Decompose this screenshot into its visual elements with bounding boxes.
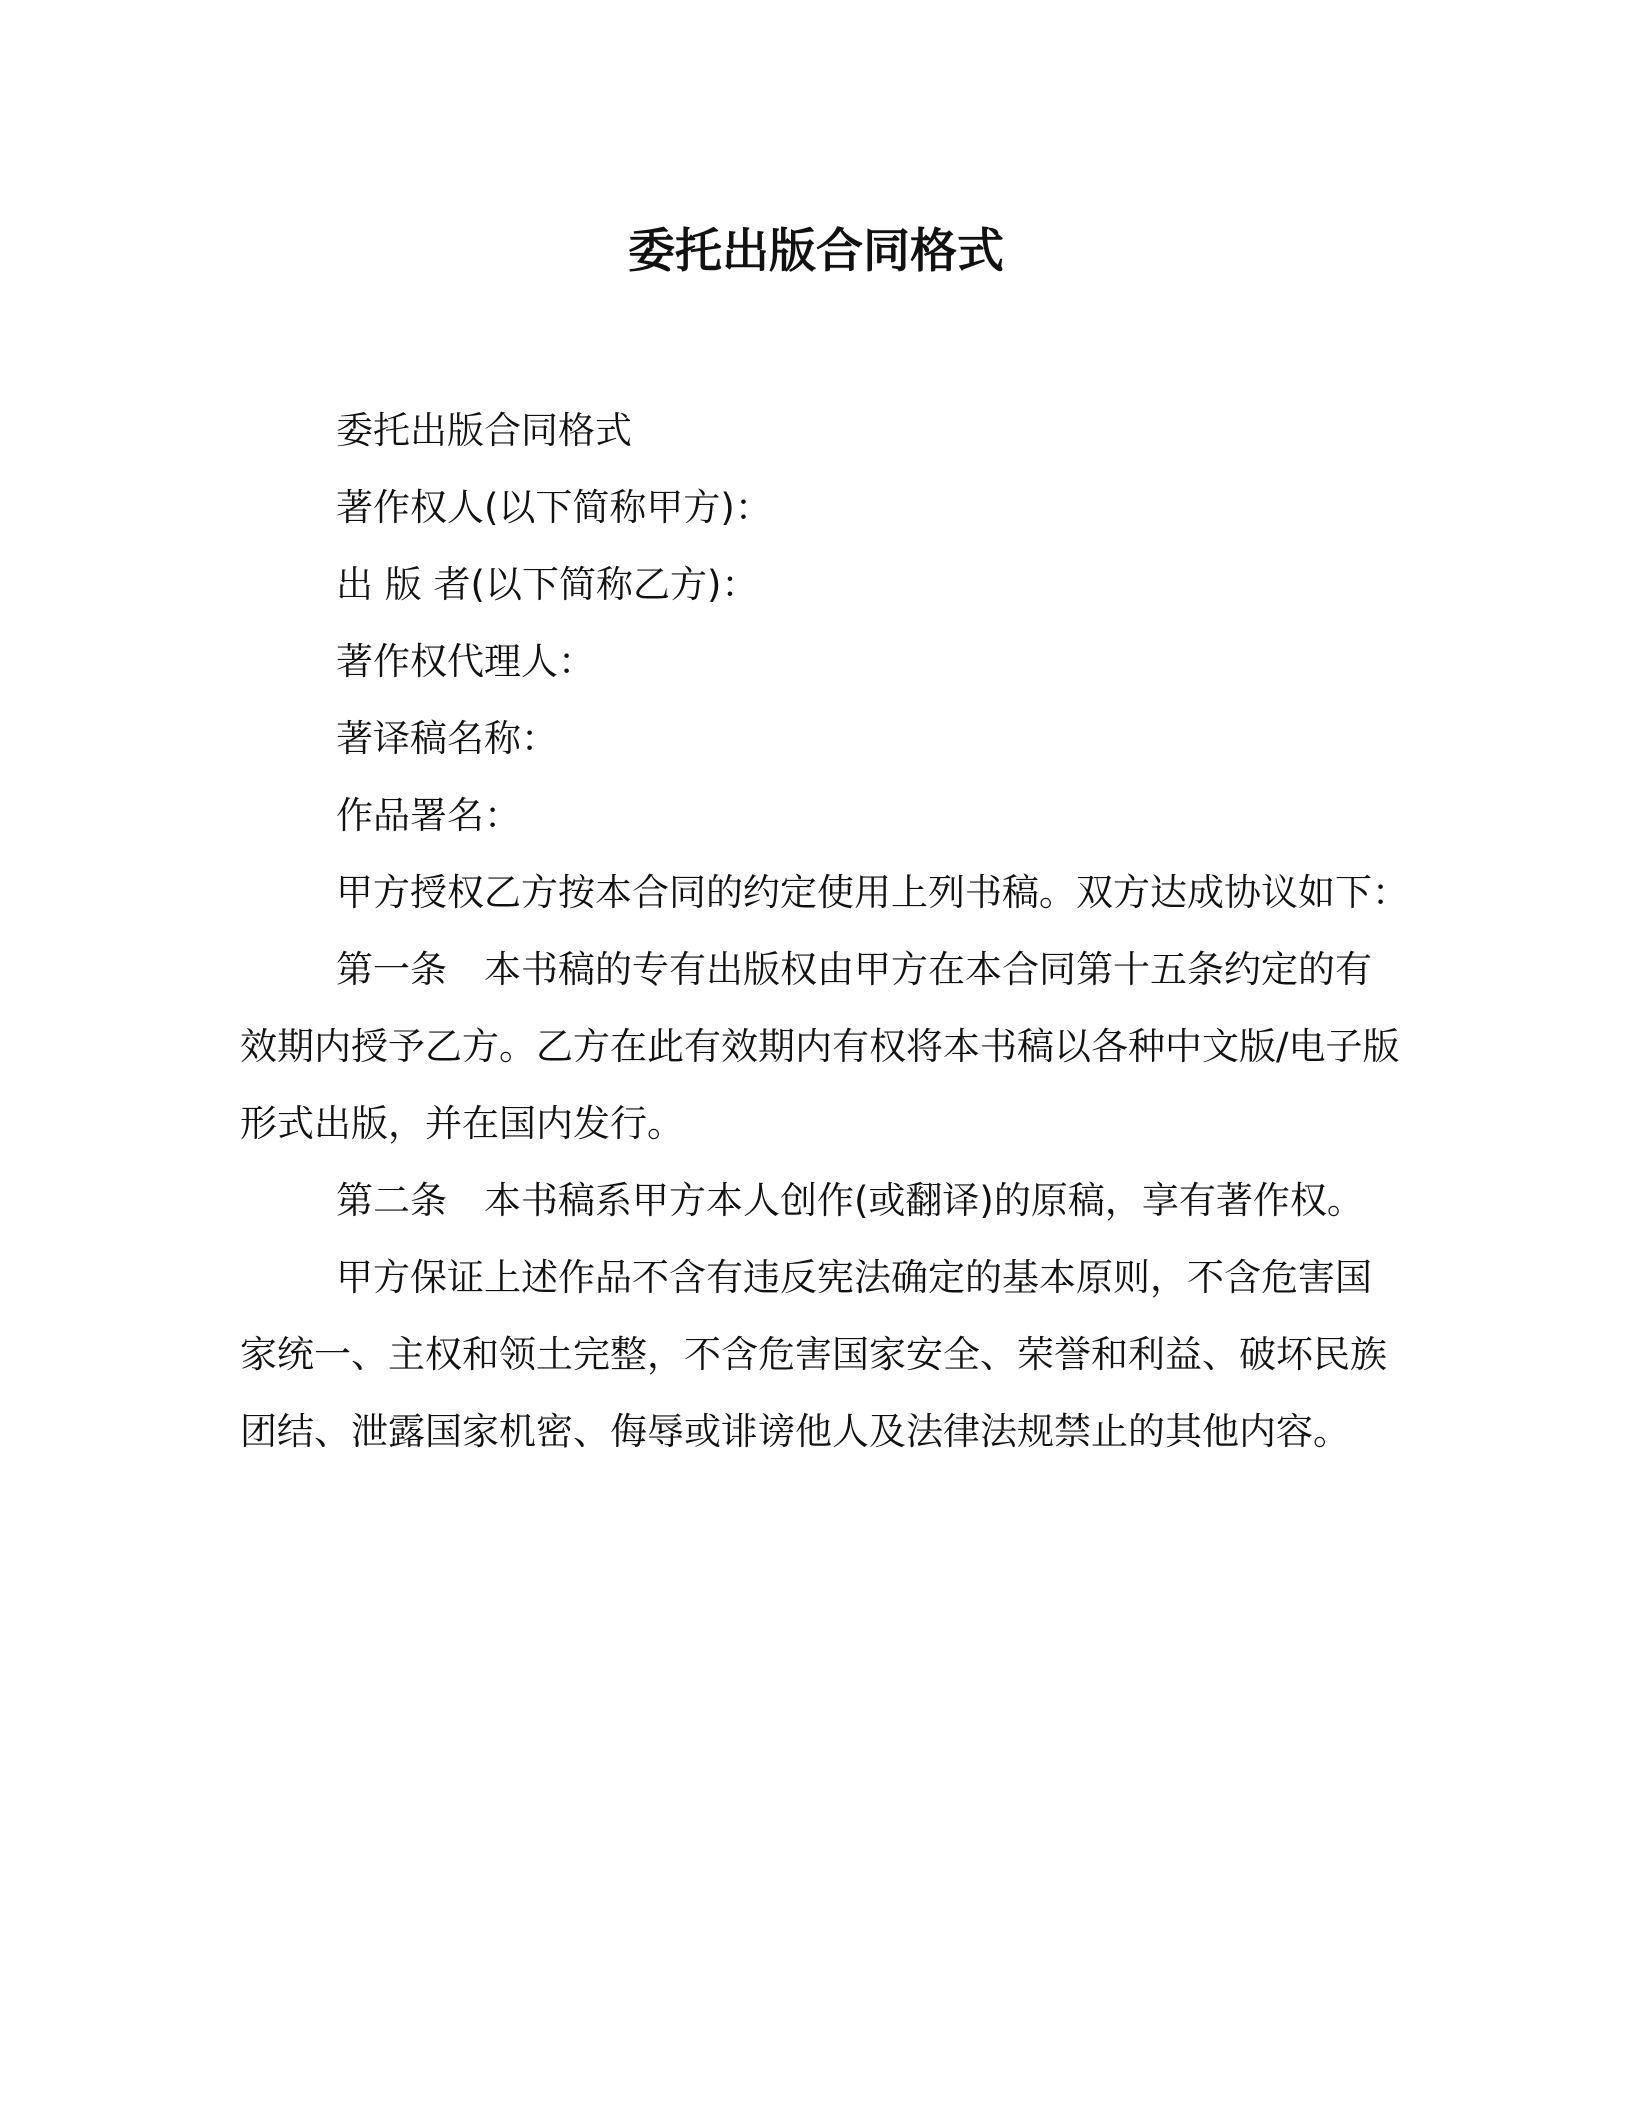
paragraph-1: 委托出版合同格式: [336, 409, 632, 452]
document-body: [240, 392, 1409, 1470]
paragraph-4: 著作权代理人：: [336, 640, 595, 683]
paragraph-5: 著译稿名称：: [336, 717, 558, 760]
paragraph-9: 第二条 本书稿系甲方本人创作(或翻译)的原稿，享有著作权。: [336, 1179, 1364, 1222]
paragraph-6: 作品署名：: [336, 794, 521, 837]
paragraph-7: 甲方授权乙方按本合同的约定使用上列书稿。双方达成协议如下：: [336, 871, 1409, 914]
paragraph-3: 出 版 者(以下简称乙方)：: [336, 563, 759, 606]
paragraph-2: 著作权人(以下简称甲方)：: [336, 486, 772, 529]
document-title: 委托出版合同格式: [628, 224, 1004, 279]
paragraph-10: 甲方保证上述作品不含有违反宪法确定的基本原则，不含危害国家统一、主权和领土完整，不含危害国家安全、荣誉和利益、破坏民族团结、泄露国家机密、侮辱或诽谤他人及法律法规禁止的其他内容。: [240, 1256, 1387, 1453]
paragraph-8: 第一条 本书稿的专有出版权由甲方在本合同第十五条约定的有效期内授予乙方。乙方在此有效期内有权将本书稿以各种中文版/电子版形式出版，并在国内发行。: [240, 948, 1400, 1145]
